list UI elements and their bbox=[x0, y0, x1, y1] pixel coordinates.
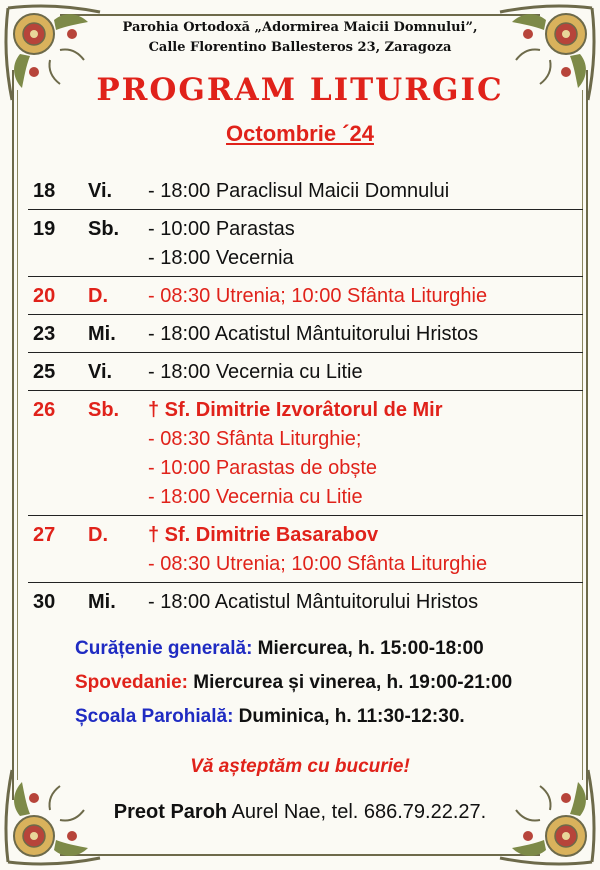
school-line bbox=[75, 700, 512, 734]
row-day: 19 bbox=[33, 218, 56, 240]
row-event: - 08:30 Utrenia; 10:00 Sfânta Liturghie bbox=[148, 553, 488, 575]
schedule-row bbox=[28, 210, 583, 277]
row-feast: † Sf. Dimitrie Basarabov bbox=[148, 524, 379, 546]
row-event: - 10:00 Parastas de obște bbox=[148, 457, 378, 479]
row-day: 27 bbox=[33, 524, 56, 546]
schedule-row bbox=[28, 277, 583, 315]
row-weekday: Sb. bbox=[88, 399, 120, 421]
row-event: - 08:30 Utrenia; 10:00 Sfânta Liturghie bbox=[148, 285, 488, 307]
row-weekday: Mi. bbox=[88, 323, 116, 345]
frame-left-border bbox=[12, 70, 14, 800]
schedule-row bbox=[28, 315, 583, 353]
cleaning-value: Miercurea, h. 15:00-18:00 bbox=[252, 638, 484, 659]
row-feast: † Sf. Dimitrie Izvorâtorul de Mir bbox=[148, 399, 443, 421]
schedule-row bbox=[28, 172, 583, 210]
confession-line bbox=[75, 666, 512, 700]
row-event: - 18:00 Vecernia bbox=[148, 247, 294, 269]
row-event: - 18:00 Paraclisul Maicii Domnului bbox=[148, 180, 450, 202]
row-weekday: Vi. bbox=[88, 180, 113, 202]
frame-top-border bbox=[60, 14, 540, 16]
confession-label: Spovedanie: bbox=[75, 672, 188, 693]
frame-right-border bbox=[586, 70, 588, 800]
row-day: 23 bbox=[33, 323, 56, 345]
greeting-text: Vă așteptăm cu bucurie! bbox=[190, 756, 410, 777]
row-weekday: Sb. bbox=[88, 218, 120, 240]
row-weekday: D. bbox=[88, 285, 108, 307]
school-label: Școala Parohială: bbox=[75, 706, 234, 727]
row-event: - 18:00 Acatistul Mântuitorului Hristos bbox=[148, 323, 479, 345]
row-day: 30 bbox=[33, 591, 56, 613]
row-event: - 08:30 Sfânta Liturghie; bbox=[148, 428, 362, 450]
parish-header bbox=[0, 18, 600, 58]
cleaning-label: Curățenie generală: bbox=[75, 638, 253, 659]
priest-details: Aurel Nae, tel. 686.79.22.27. bbox=[227, 801, 487, 823]
row-day: 26 bbox=[33, 399, 56, 421]
row-event: - 18:00 Acatistul Mântuitorului Hristos bbox=[148, 591, 479, 613]
row-event: - 18:00 Vecernia cu Litie bbox=[148, 361, 363, 383]
row-weekday: Vi. bbox=[88, 361, 113, 383]
cleaning-line bbox=[75, 632, 512, 666]
row-day: 25 bbox=[33, 361, 56, 383]
row-day: 20 bbox=[33, 285, 56, 307]
row-event: - 10:00 Parastas bbox=[148, 218, 295, 240]
schedule-row bbox=[28, 391, 583, 516]
frame-bottom-border bbox=[60, 854, 540, 856]
row-event: - 18:00 Vecernia cu Litie bbox=[148, 486, 363, 508]
schedule-row bbox=[28, 516, 583, 583]
priest-contact bbox=[0, 801, 600, 824]
frame-left-inner-border bbox=[17, 90, 18, 780]
row-weekday: Mi. bbox=[88, 591, 116, 613]
row-weekday: D. bbox=[88, 524, 108, 546]
row-day: 18 bbox=[33, 180, 56, 202]
schedule-row bbox=[28, 353, 583, 391]
parish-name: Parohia Ortodoxă „Adormirea Maicii Domnului”, bbox=[122, 20, 478, 35]
school-value: Duminica, h. 11:30-12:30. bbox=[233, 706, 465, 727]
schedule-row bbox=[28, 583, 583, 620]
parish-address: Calle Florentino Ballesteros 23, Zaragoza bbox=[148, 40, 452, 55]
schedule-table bbox=[28, 172, 583, 620]
info-section bbox=[75, 632, 512, 734]
priest-title: Preot Paroh bbox=[113, 801, 228, 823]
page-title: PROGRAM LITURGIC bbox=[96, 72, 504, 108]
confession-value: Miercurea și vinerea, h. 19:00-21:00 bbox=[187, 672, 513, 693]
month-subtitle: Octombrie ´24 bbox=[226, 121, 374, 146]
